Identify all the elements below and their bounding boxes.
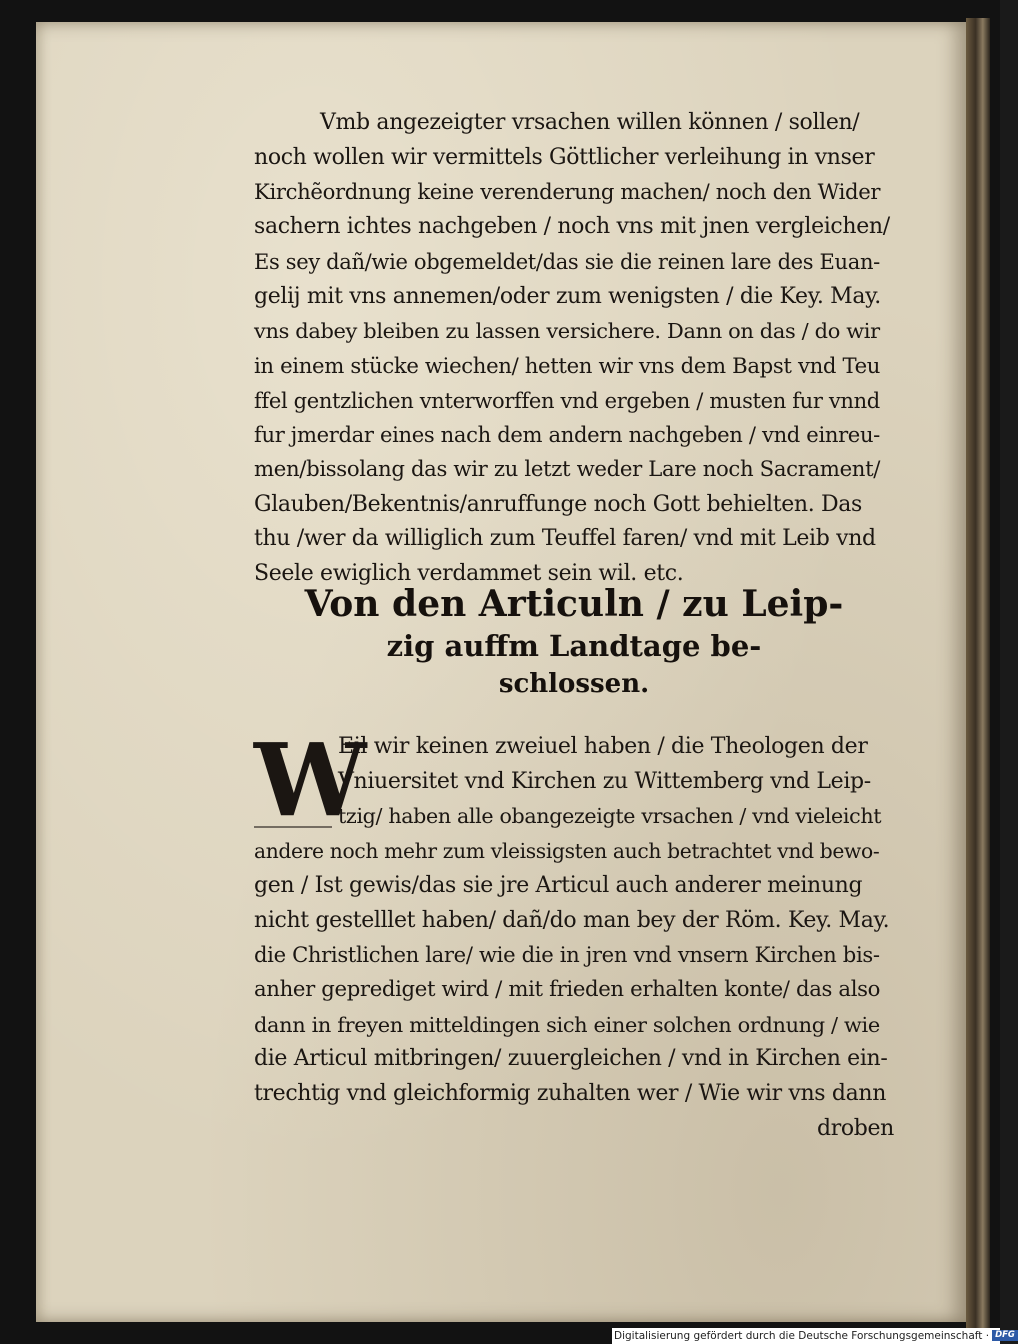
catchword: droben bbox=[816, 1115, 894, 1141]
text-line: Eil wir keinen zweiuel haben / die Theologen der bbox=[338, 734, 868, 759]
text-line: gelij mit vns annemen/oder zum wenigsten / die Key. May. bbox=[254, 283, 881, 309]
text-line: Glauben/Bekentnis/anruffunge noch Gott behielten. Das bbox=[254, 491, 862, 517]
dfg-logo[interactable]: DFG bbox=[992, 1330, 1018, 1341]
text-line: nicht gestelllet haben/ dañ/do man bey der Röm. Key. May. bbox=[254, 907, 890, 933]
paragraph-1 bbox=[254, 106, 894, 592]
decorated-initial: W bbox=[254, 721, 367, 839]
book-fore-edge bbox=[966, 18, 990, 1328]
text-line: tzig/ haben alle obangezeigte vrsachen / vnd vieleicht bbox=[338, 804, 882, 829]
text-line: Es sey dañ/wie obgemeldet/das sie die reinen lare des Euan- bbox=[254, 248, 880, 274]
text-line: trechtig vnd gleichformig zuhalten wer / Wie wir vns dann bbox=[254, 1081, 887, 1107]
text-line: dann in freyen mitteldingen sich einer solchen ordnung / wie bbox=[254, 1012, 880, 1037]
heading-line: schlossen. bbox=[498, 669, 650, 699]
text-line: gen / Ist gewis/das sie jre Articul auch anderer meinung bbox=[254, 872, 863, 898]
digitization-credit-bar bbox=[612, 1328, 1015, 1344]
text-line: Seele ewiglich verdammet sein wil. etc. bbox=[254, 561, 684, 587]
text-line: Vmb angezeigter vrsachen willen können / sollen/ bbox=[320, 110, 860, 135]
text-line: in einem stücke wiechen/ hetten wir vns dem Bapst vnd Teu bbox=[254, 352, 881, 378]
paragraph-2 bbox=[254, 721, 894, 1146]
text-line: andere noch mehr zum vleissigsten auch betrachtet vnd bewo- bbox=[254, 839, 880, 864]
heading-line: zig auffm Landtage be- bbox=[386, 629, 762, 663]
text-line: noch wollen wir vermittels Göttlicher verleihung in vnser bbox=[254, 144, 875, 170]
text-line: die Christlichen lare/ wie die in jren vnd vnsern Kirchen bis- bbox=[254, 942, 880, 968]
section-heading bbox=[254, 582, 894, 702]
heading-line: Von den Articuln / zu Leip- bbox=[304, 583, 844, 625]
text-line: anher geprediget wird / mit frieden erhalten konte/ das also bbox=[254, 976, 881, 1002]
credit-text: Digitalisierung gefördert durch die Deutsche Forschungsgemeinschaft · bbox=[614, 1330, 990, 1342]
text-line: men/bissolang das wir zu letzt weder Lare noch Sacrament/ bbox=[254, 457, 881, 483]
text-line: Vniuersitet vnd Kirchen zu Wittemberg vnd Leip- bbox=[338, 768, 871, 794]
text-line: ffel gentzlichen vnterworffen vnd ergeben / musten fur vnnd bbox=[254, 387, 880, 413]
text-line: fur jmerdar eines nach dem andern nachgeben / vnd einreu- bbox=[254, 422, 880, 448]
text-line: Kirchẽordnung keine verenderung machen/ noch den Wider bbox=[254, 179, 881, 205]
text-line: thu /wer da williglich zum Teuffel faren/ vnd mit Leib vnd bbox=[254, 526, 876, 552]
text-line: vns dabey bleiben zu lassen versichere. Dann on das / do wir bbox=[254, 319, 880, 344]
text-line: die Articul mitbringen/ zuuergleichen / vnd in Kirchen ein- bbox=[254, 1046, 888, 1072]
text-line: sachern ichtes nachgeben / noch vns mit jnen vergleichen/ bbox=[254, 214, 890, 240]
